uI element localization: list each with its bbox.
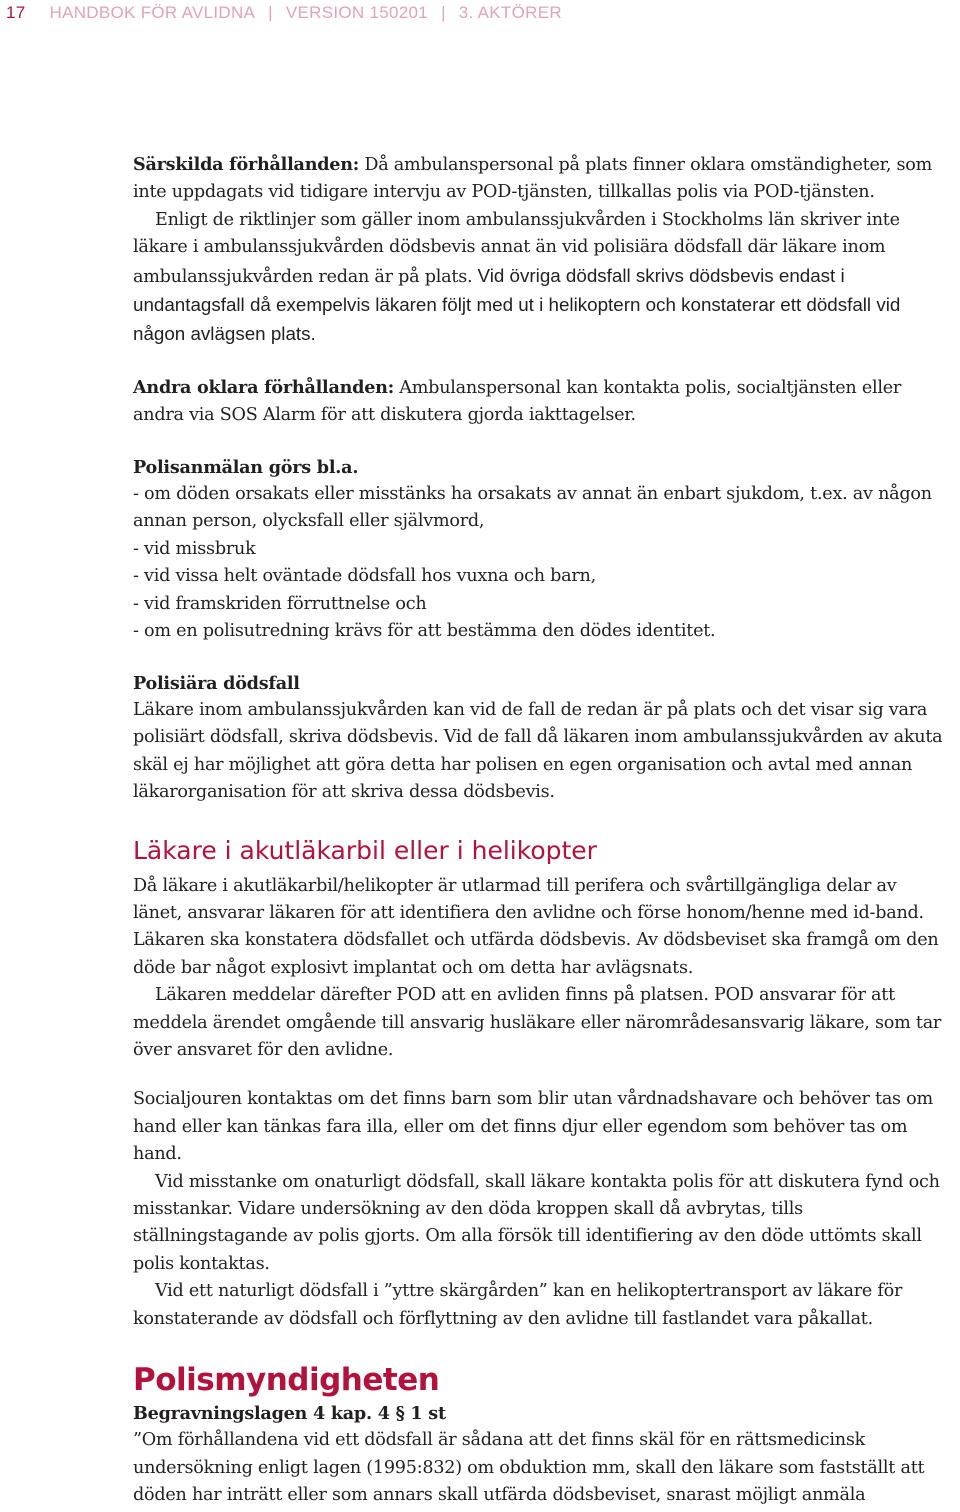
page-number: 17 — [6, 3, 26, 22]
guidelines-text: Enligt de riktlinjer som gäller inom ambulanssjukvården i Stockholms län skriver inte läkare i ambulanssjukvården dödsbevis annat än vid polisiära dödsfall där läkare inom ambulanssjukvården redan är på plats. — [133, 209, 900, 287]
other-unclear-paragraph — [133, 374, 947, 430]
special-circumstances-paragraph — [133, 151, 947, 207]
version-label: VERSION 150201 — [285, 3, 429, 22]
other-unclear-heading: Andra oklara förhållanden: — [133, 376, 394, 398]
book-title: HANDBOK FÖR AVLIDNA — [49, 3, 256, 22]
doctor-paragraph-5: Vid ett naturligt dödsfall i ”yttre skärgården” kan en helikoptertransport av läkare för konstaterande av dödsfall och förflyttning av den avlidne till fastlandet vara påkallat. — [133, 1281, 903, 1329]
list-item: - vid missbruk — [133, 538, 256, 559]
special-circumstances-text: Då ambulanspersonal på plats finner oklara omständigheter, som inte uppdagats vid tidigare intervju av POD-tjänsten, tillkallas polis via POD-tjänsten. — [133, 155, 933, 203]
police-report-list — [133, 481, 947, 645]
police-deaths-text: Läkare inom ambulanssjukvården kan vid de fall de redan är på plats och det visar sig vara polisiärt dödsfall, skriva dödsbevis. Vid de fall då läkaren inom ambulanssjukvården av akuta skäl ej har möjlighet att göra detta har polisen en egen organisation och avtal med annan läkarorganisation för att skriva dessa dödsbevis. — [133, 699, 943, 803]
list-item: - vid framskriden förruttnelse och — [133, 593, 427, 614]
page-content — [133, 151, 947, 1510]
doctor-paragraph-3: Socialjouren kontaktas om det finns barn som blir utan vårdnadshavare och behöver tas om hand eller kan tänkas fara illa, eller om det finns djur eller egendom som behöver tas om hand. — [133, 1089, 933, 1165]
police-deaths-heading: Polisiära dödsfall — [133, 672, 300, 694]
header-separator: | — [441, 3, 446, 22]
other-deaths-text: Vid övriga dödsfall skrivs dödsbevis endast i undantagsfall då exempelvis läkaren följt med ut i helikoptern och konstaterar ett dödsfall vid någon avlägsen plats. — [133, 264, 901, 345]
list-item: - om döden orsakats eller misstänks ha orsakats av annat än enbart sjukdom, t.ex. av någon annan person, olycksfall eller självmord, — [133, 484, 932, 532]
header-separator: | — [268, 3, 273, 22]
chapter-label: 3. AKTÖRER — [458, 3, 562, 22]
doctor-paragraph-1: Då läkare i akutläkarbil/helikopter är utlarmad till perifera och svårtillgängliga delar av länet, ansvarar läkaren för att identifiera den avlidne och förse honom/henne med id-band. Läkaren ska konstatera dödsfallet och utfärda dödsbevis. Av dödsbeviset ska framgå om den döde bar något explosivt implantat och om detta har avlägsnats. — [133, 875, 939, 978]
guidelines-paragraph — [133, 207, 947, 350]
list-item: - om en polisutredning krävs för att bestämma den dödes identitet. — [133, 621, 716, 642]
doctor-paragraph-2: Läkaren meddelar därefter POD att en avliden finns på platsen. POD ansvarar för att meddela ärendet omgående till ansvarig husläkare eller närområdesansvarig läkare, som tar över ansvaret för den avlidne. — [133, 985, 942, 1060]
doctor-section-heading: Läkare i akutläkarbil eller i helikopter — [133, 835, 597, 865]
page-header — [6, 3, 562, 27]
other-unclear-text: Ambulanspersonal kan kontakta polis, socialtjänsten eller andra via SOS Alarm för att diskutera gjorda iakttagelser. — [133, 377, 902, 426]
doctor-paragraph-4: Vid misstanke om onaturligt dödsfall, skall läkare kontakta polis för att diskutera fynd och misstankar. Vidare undersökning av den döda kroppen skall då avbrytas, tills ställningstagande av polis gjorts. Om alla försök till identifiering av den döde uttömts skall polis kontaktas. — [133, 1171, 940, 1274]
police-authority-heading: Polismyndigheten — [133, 1362, 440, 1399]
police-report-heading: Polisanmälan görs bl.a. — [133, 456, 359, 478]
burial-law-subheading: Begravningslagen 4 kap. 4 § 1 st — [133, 1403, 446, 1425]
special-circumstances-heading: Särskilda förhållanden: — [133, 154, 360, 175]
burial-law-quote: ”Om förhållandena vid ett dödsfall är sådana att det finns skäl för en rättsmedicinsk undersökning enligt lagen (1995:832) om obduktion mm, skall den läkare som fastställt att döden har inträtt eller som annars skall utfärda dödsbeviset, snarast möjligt anmäla — [133, 1430, 925, 1506]
list-item: - vid vissa helt oväntade dödsfall hos vuxna och barn, — [133, 566, 596, 587]
